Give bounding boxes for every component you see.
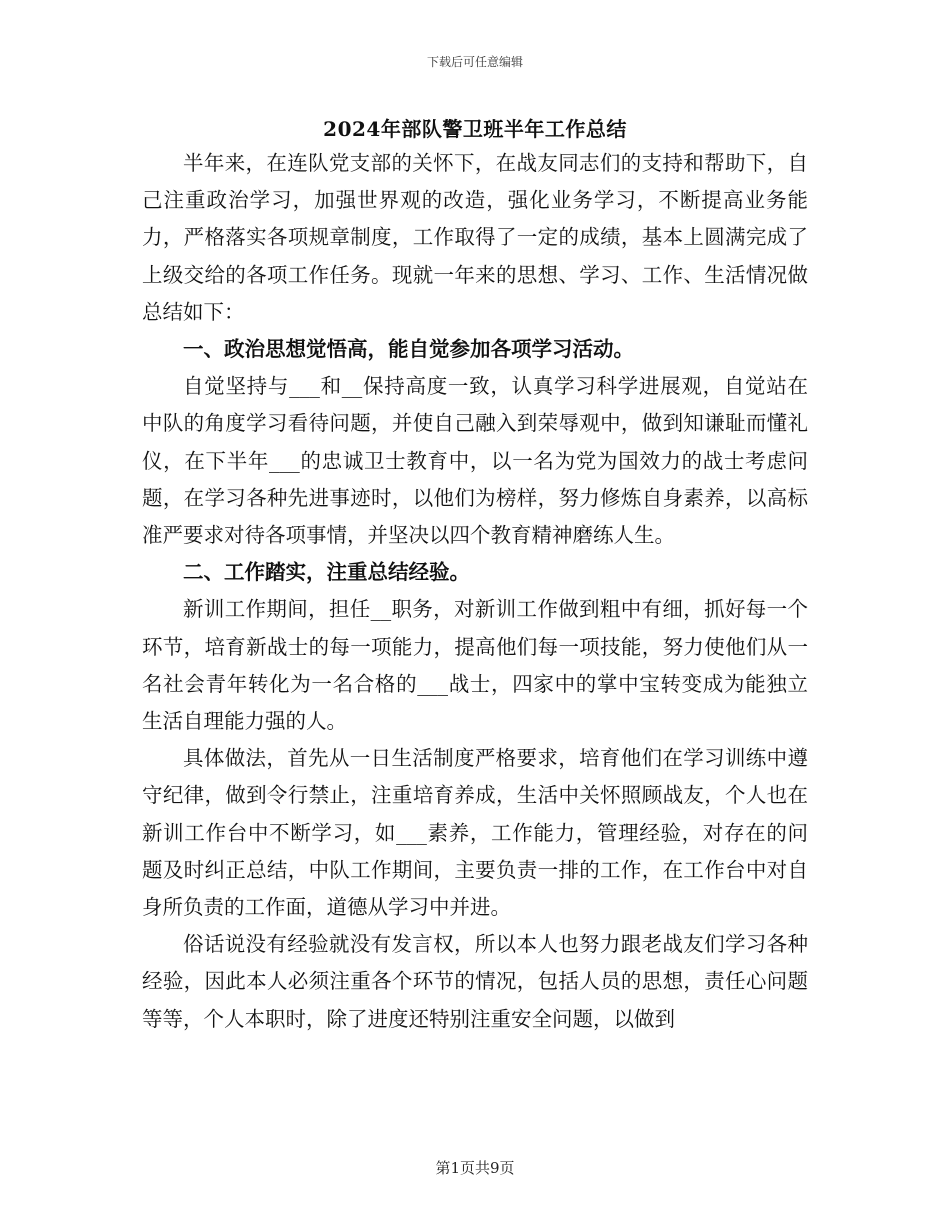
paragraph-intro: 半年来，在连队党支部的关怀下，在战友同志们的支持和帮助下，自己注重政治学习，加强世界观的改造，强化业务学习，不断提高业务能力，严格落实各项规章制度，工作取得了一定的成绩，基本上圆满完成了上级交给的各项工作任务。现就一年来的思想、学习、工作、生活情况做总结如下： <box>142 151 808 324</box>
header-note: 下载后可任意编辑 <box>426 55 523 69</box>
document-body <box>142 145 808 1038</box>
section-heading-1: 一、政治思想觉悟高，能自觉参加各项学习活动。 <box>183 337 634 362</box>
document-title: 2024年部队警卫班半年工作总结 <box>323 117 627 141</box>
section-heading-2: 二、工作踏实，注重总结经验。 <box>183 560 470 585</box>
paragraph-politics: 自觉坚持与___和__保持高度一致，认真学习科学进展观，自觉站在中队的角度学习看待问题，并使自己融入到荣辱观中，做到知谦耻而懂礼仪，在下半年___的忠诚卫士教育中，以一名为党为国效力的战士考虑问题，在学习各种先进事迹时，以他们为榜样，努力修炼自身素养，以高标准严要求对待各项事情，并坚决以四个教育精神磨练人生。 <box>142 374 808 548</box>
page-number-footer: 第1页共9页 <box>435 1159 515 1177</box>
paragraph-methods: 具体做法，首先从一日生活制度严格要求，培育他们在学习训练中遵守纪律，做到令行禁止，注重培育养成，生活中关怀照顾战友，个人也在新训工作台中不断学习，如___素养，工作能力，管理经验，对存在的问题及时纠正总结，中队工作期间，主要负责一排的工作，在工作台中对自身所负责的工作面，道德从学习中并进。 <box>142 746 808 920</box>
paragraph-experience: 俗话说没有经验就没有发言权，所以本人也努力跟老战友们学习各种经验，因此本人必须注重各个环节的情况，包括人员的思想，责任心问题等等，个人本职时，除了进度还特别注重安全问题，以做到 <box>142 932 808 1031</box>
paragraph-training: 新训工作期间，担任__职务，对新训工作做到粗中有细，抓好每一个环节，培育新战士的每一项能力，提高他们每一项技能，努力使他们从一名社会青年转化为一名合格的___战士，四家中的掌中宝转变成为能独立生活自理能力强的人。 <box>142 597 808 734</box>
